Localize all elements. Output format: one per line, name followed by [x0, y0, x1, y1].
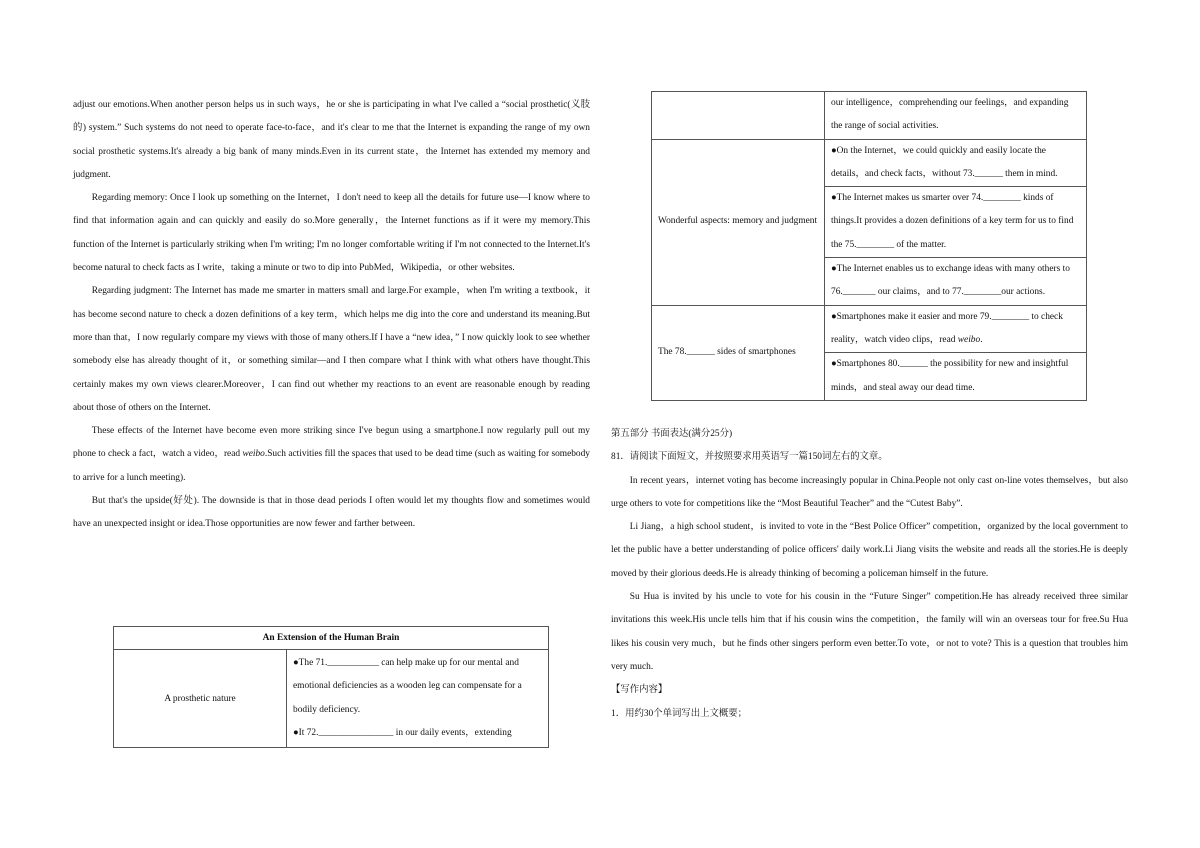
left-column — [73, 94, 590, 537]
row-label: Wonderful aspects: memory and judgment — [652, 139, 825, 305]
paragraph: In recent years，internet voting has become increasingly popular in China.People not only cast on-line votes themselves，but also urge others to vote for competitions like the “Most Beautiful Teacher” and the “Cutest Baby”. — [611, 475, 1128, 509]
bullet-73: ●On the Internet，we could quickly and easily locate the details，and check facts，without 73.______ them in mind. — [825, 139, 1087, 187]
paragraph: But that's the upside(好处). The downside is that in those dead periods I often would let my thoughts flow and sometimes would have an unexpected insight or idea.Those opportunities are now fewer and farther between. — [73, 496, 590, 530]
paragraph: adjust our emotions.When another person helps us in such ways，he or she is participating in what I've called a “social prosthetic(义肢的) system.” Such systems do not need to operate face-to-face，and it's clear to me that the Internet is expanding the range of my own social prosthetic systems.It's already a big bank of many minds.Even in its current state，the Internet has extended my memory and judgment. — [73, 100, 590, 180]
table-cell: our intelligence，comprehending our feelings，and expanding the range of social activities. — [825, 92, 1087, 140]
bullet-74-75: ●The Internet makes us smarter over 74.________ kinds of things.It provides a dozen definitions of a key term for us to find the 75.________ of the matter. — [825, 187, 1087, 258]
table-cell — [287, 650, 549, 748]
section-heading: 第五部分 书面表达(满分25分) — [611, 429, 733, 439]
row-label: The 78.______ sides of smartphones — [652, 305, 825, 400]
bullet-76-77: ●The Internet enables us to exchange ideas with many others to 76._______ our claims，and to 77.________our actions. — [825, 258, 1087, 306]
extension-table-part1 — [113, 626, 549, 748]
row-label-empty — [652, 92, 825, 140]
extension-table-part2 — [651, 91, 1087, 401]
bullet-72: ●It 72.________________ in our daily events，extending — [293, 727, 512, 738]
paragraph: Regarding memory: Once I look up something on the Internet，I don't need to keep all the details for future use—I know where to find that information again and can quickly and easily do so.More generally，the Internet functions as if it were my memory.This function of the Internet is particularly striking when I'm writing; I'm no longer comfortable writing if I'm not connected to the Internet.It's become natural to check facts as I write，taking a minute or two to dip into PubMed，Wikipedia，or other websites. — [73, 193, 590, 274]
paragraph: These effects of the Internet have become even more striking since I've begun using a smartphone.I now regularly pull out my phone to check a fact，watch a video，read weibo.Such activities fill the spaces that used to be dead time (such as waiting for somebody to arrive for a lunch meeting). — [73, 426, 590, 483]
row-label: A prosthetic nature — [114, 650, 287, 748]
bullet-80: ●Smartphones 80.______ the possibility for new and insightful minds，and steal away our dead time. — [825, 353, 1087, 401]
bullet-71: ●The 71.___________ can help make up for our mental and emotional deficiencies as a wooden leg can compensate for a bodily deficiency. — [293, 658, 522, 715]
table-title: An Extension of the Human Brain — [114, 627, 549, 650]
paragraph: Li Jiang，a high school student，is invited to vote in the “Best Police Officer” competition，organized by the local government to let the public have a better understanding of police officers' daily work.Li Jiang visits the website and reads all the stories.He is deeply moved by their glorious deeds.He is already thinking of becoming a policeman himself in the future. — [611, 522, 1128, 579]
question-81: 81．请阅读下面短文，并按照要求用英语写一篇150词左右的文章。 — [611, 452, 888, 463]
writing-item-1: 1．用约30个单词写出上文概要； — [611, 708, 747, 719]
writing-content-heading: 【写作内容】 — [611, 685, 668, 696]
paragraph: Su Hua is invited by his uncle to vote for his cousin in the “Future Singer” competition.He has already received three similar invitations this week.His uncle tells him that if his cousin wins the competition，the family will win an overseas tour for free.Su Hua likes his cousin very much，but he finds other singers perform even better.To vote，or not to vote? This is a question that troubles him very much. — [611, 592, 1128, 672]
right-column — [611, 423, 1128, 726]
paragraph: Regarding judgment: The Internet has made me smarter in matters small and large.For example，when I'm writing a textbook，it has become second nature to check a dozen definitions of a key term，which helps me dig into the core and understand its meaning.But more than that，I now regularly compare my views with those of many others.If I have a “new idea，” I now quickly look to see whether somebody else has already thought of it，or something similar—and I then compare what I think with what others have thought.This certainly makes my own views clearer.Moreover，I can find out whether my reactions to an event are reasonable enough by reading about those of others on the Internet. — [73, 286, 590, 413]
bullet-79: ●Smartphones make it easier and more 79.________ to check reality，watch video clips，read weibo. — [825, 305, 1087, 353]
